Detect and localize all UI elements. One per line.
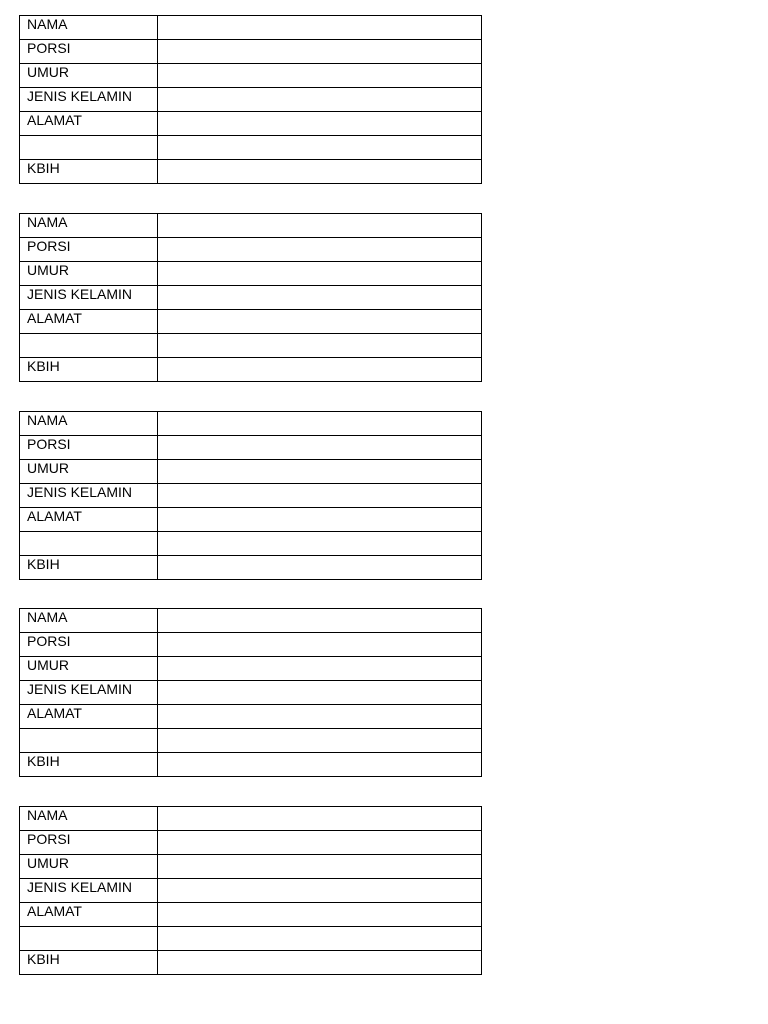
value-kbih[interactable] <box>158 160 482 184</box>
row-jenis-kelamin <box>20 88 482 112</box>
label-porsi: PORSI <box>20 831 158 855</box>
label-umur: UMUR <box>20 64 158 88</box>
row-porsi <box>20 831 482 855</box>
label-porsi: PORSI <box>20 633 158 657</box>
value-alamat[interactable] <box>158 705 482 729</box>
value-alamat[interactable] <box>158 310 482 334</box>
label-umur: UMUR <box>20 855 158 879</box>
label-alamat: ALAMAT <box>20 112 158 136</box>
row-alamat-continued <box>20 334 482 358</box>
value-umur[interactable] <box>158 262 482 286</box>
row-nama <box>20 214 482 238</box>
label-alamat: ALAMAT <box>20 705 158 729</box>
label-kbih: KBIH <box>20 951 158 975</box>
value-umur[interactable] <box>158 855 482 879</box>
label-kbih: KBIH <box>20 160 158 184</box>
label-umur: UMUR <box>20 460 158 484</box>
value-porsi[interactable] <box>158 40 482 64</box>
row-alamat-continued <box>20 532 482 556</box>
label-alamat: ALAMAT <box>20 310 158 334</box>
value-nama[interactable] <box>158 807 482 831</box>
row-nama <box>20 609 482 633</box>
value-alamat-continued[interactable] <box>158 729 482 753</box>
label-porsi: PORSI <box>20 436 158 460</box>
pilgrim-form-table-5 <box>19 806 482 975</box>
row-umur <box>20 64 482 88</box>
label-blank <box>20 532 158 556</box>
value-jenis-kelamin[interactable] <box>158 88 482 112</box>
pilgrim-form-table-1 <box>19 15 482 184</box>
value-nama[interactable] <box>158 214 482 238</box>
row-kbih <box>20 951 482 975</box>
label-jenis-kelamin: JENIS KELAMIN <box>20 484 158 508</box>
label-porsi: PORSI <box>20 238 158 262</box>
pilgrim-form-table-2 <box>19 213 482 382</box>
label-alamat: ALAMAT <box>20 508 158 532</box>
row-kbih <box>20 358 482 382</box>
row-umur <box>20 855 482 879</box>
row-porsi <box>20 436 482 460</box>
label-alamat: ALAMAT <box>20 903 158 927</box>
value-alamat[interactable] <box>158 112 482 136</box>
value-kbih[interactable] <box>158 358 482 382</box>
label-jenis-kelamin: JENIS KELAMIN <box>20 88 158 112</box>
row-umur <box>20 460 482 484</box>
label-umur: UMUR <box>20 262 158 286</box>
value-nama[interactable] <box>158 16 482 40</box>
value-alamat[interactable] <box>158 903 482 927</box>
row-alamat <box>20 903 482 927</box>
label-jenis-kelamin: JENIS KELAMIN <box>20 879 158 903</box>
label-nama: NAMA <box>20 16 158 40</box>
label-kbih: KBIH <box>20 358 158 382</box>
value-kbih[interactable] <box>158 951 482 975</box>
label-nama: NAMA <box>20 609 158 633</box>
row-porsi <box>20 633 482 657</box>
row-alamat <box>20 705 482 729</box>
value-umur[interactable] <box>158 657 482 681</box>
value-jenis-kelamin[interactable] <box>158 286 482 310</box>
value-alamat-continued[interactable] <box>158 927 482 951</box>
row-nama <box>20 16 482 40</box>
label-blank <box>20 927 158 951</box>
row-porsi <box>20 238 482 262</box>
row-jenis-kelamin <box>20 484 482 508</box>
label-kbih: KBIH <box>20 753 158 777</box>
row-alamat-continued <box>20 927 482 951</box>
label-umur: UMUR <box>20 657 158 681</box>
row-alamat <box>20 508 482 532</box>
label-nama: NAMA <box>20 807 158 831</box>
row-kbih <box>20 160 482 184</box>
row-umur <box>20 262 482 286</box>
value-porsi[interactable] <box>158 436 482 460</box>
row-jenis-kelamin <box>20 879 482 903</box>
value-jenis-kelamin[interactable] <box>158 484 482 508</box>
row-jenis-kelamin <box>20 681 482 705</box>
value-alamat-continued[interactable] <box>158 136 482 160</box>
pilgrim-form-table-4 <box>19 608 482 777</box>
label-kbih: KBIH <box>20 556 158 580</box>
value-alamat-continued[interactable] <box>158 532 482 556</box>
row-alamat <box>20 310 482 334</box>
value-nama[interactable] <box>158 412 482 436</box>
value-porsi[interactable] <box>158 238 482 262</box>
value-umur[interactable] <box>158 460 482 484</box>
value-porsi[interactable] <box>158 633 482 657</box>
label-nama: NAMA <box>20 214 158 238</box>
row-nama <box>20 807 482 831</box>
row-alamat <box>20 112 482 136</box>
value-umur[interactable] <box>158 64 482 88</box>
row-porsi <box>20 40 482 64</box>
value-nama[interactable] <box>158 609 482 633</box>
label-nama: NAMA <box>20 412 158 436</box>
label-jenis-kelamin: JENIS KELAMIN <box>20 286 158 310</box>
label-blank <box>20 334 158 358</box>
row-kbih <box>20 556 482 580</box>
pilgrim-form-table-3 <box>19 411 482 580</box>
value-jenis-kelamin[interactable] <box>158 681 482 705</box>
label-porsi: PORSI <box>20 40 158 64</box>
value-jenis-kelamin[interactable] <box>158 879 482 903</box>
value-alamat[interactable] <box>158 508 482 532</box>
row-alamat-continued <box>20 729 482 753</box>
value-kbih[interactable] <box>158 753 482 777</box>
row-nama <box>20 412 482 436</box>
label-jenis-kelamin: JENIS KELAMIN <box>20 681 158 705</box>
row-umur <box>20 657 482 681</box>
row-alamat-continued <box>20 136 482 160</box>
row-jenis-kelamin <box>20 286 482 310</box>
label-blank <box>20 729 158 753</box>
value-porsi[interactable] <box>158 831 482 855</box>
label-blank <box>20 136 158 160</box>
row-kbih <box>20 753 482 777</box>
value-kbih[interactable] <box>158 556 482 580</box>
value-alamat-continued[interactable] <box>158 334 482 358</box>
